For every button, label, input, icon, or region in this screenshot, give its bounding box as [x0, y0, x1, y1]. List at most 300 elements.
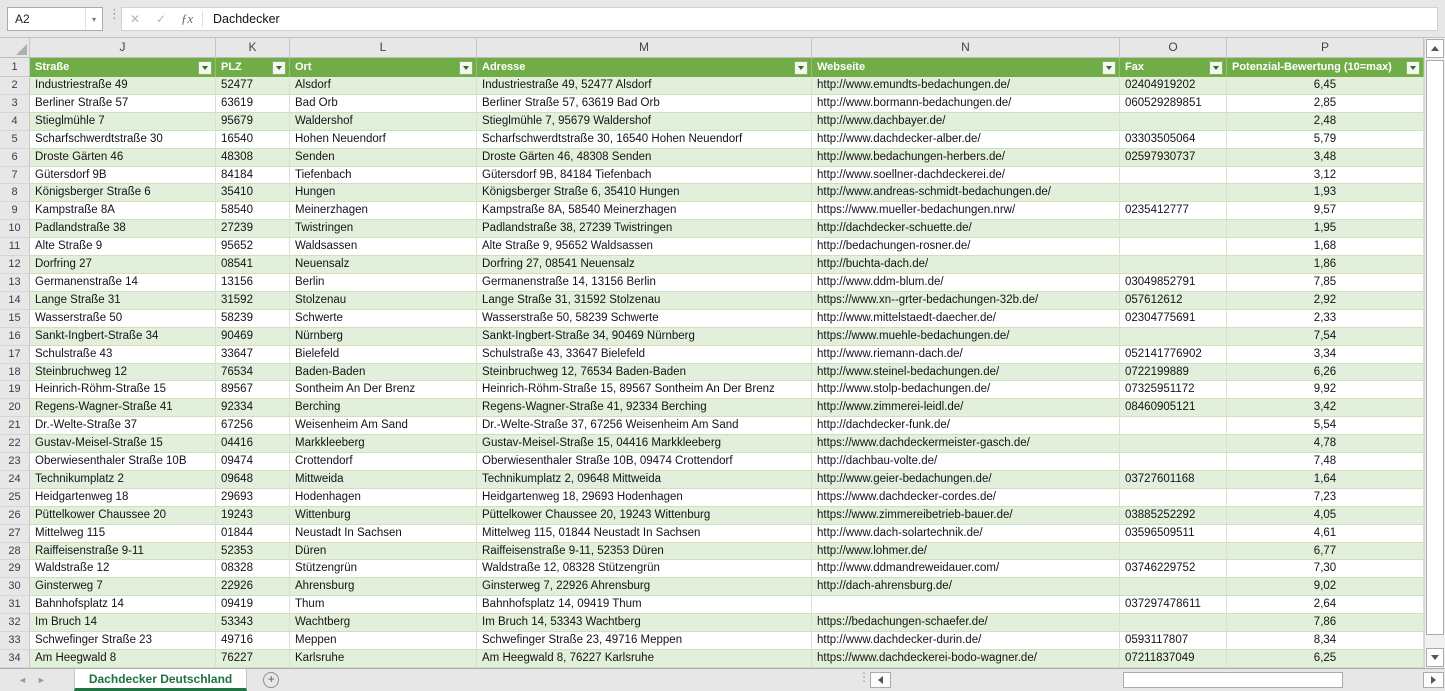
cell-adresse[interactable]: Sankt-Ingbert-Straße 34, 90469 Nürnberg — [477, 328, 812, 346]
cell-webseite[interactable]: http://www.dachdecker-alber.de/ — [812, 131, 1120, 149]
cell-potenzial[interactable]: 7,85 — [1227, 274, 1424, 292]
row-number[interactable]: 28 — [0, 543, 30, 561]
cell-ort[interactable]: Hungen — [290, 184, 477, 202]
cell-fax[interactable]: 03049852791 — [1120, 274, 1227, 292]
cell-webseite[interactable]: https://www.dachdeckermeister-gasch.de/ — [812, 435, 1120, 453]
cell-plz[interactable]: 01844 — [216, 525, 290, 543]
name-box[interactable] — [7, 7, 103, 31]
cell-strasse[interactable]: Lange Straße 31 — [30, 292, 216, 310]
cell-adresse[interactable]: Wasserstraße 50, 58239 Schwerte — [477, 310, 812, 328]
cell-potenzial[interactable]: 1,68 — [1227, 238, 1424, 256]
header-cell-potenzial[interactable] — [1227, 58, 1424, 77]
cell-plz[interactable]: 48308 — [216, 149, 290, 167]
row-number[interactable]: 14 — [0, 292, 30, 310]
cell-potenzial[interactable]: 3,34 — [1227, 346, 1424, 364]
filter-dropdown-icon[interactable] — [1406, 61, 1420, 75]
cell-ort[interactable]: Meppen — [290, 632, 477, 650]
cell-webseite[interactable]: https://www.xn--grter-bedachungen-32b.de/ — [812, 292, 1120, 310]
cell-ort[interactable]: Thum — [290, 596, 477, 614]
column-header-N[interactable]: N — [812, 38, 1120, 57]
cell-webseite[interactable]: http://www.stolp-bedachungen.de/ — [812, 381, 1120, 399]
cell-plz[interactable]: 76227 — [216, 650, 290, 668]
row-number[interactable]: 33 — [0, 632, 30, 650]
cell-plz[interactable]: 53343 — [216, 614, 290, 632]
row-number[interactable]: 17 — [0, 346, 30, 364]
cell-webseite[interactable]: http://www.ddm-blum.de/ — [812, 274, 1120, 292]
cell-plz[interactable]: 76534 — [216, 364, 290, 382]
row-number[interactable]: 8 — [0, 184, 30, 202]
cell-potenzial[interactable]: 6,45 — [1227, 77, 1424, 95]
cell-adresse[interactable]: Industriestraße 49, 52477 Alsdorf — [477, 77, 812, 95]
cell-strasse[interactable]: Berliner Straße 57 — [30, 95, 216, 113]
cell-webseite[interactable]: https://www.dachdecker-cordes.de/ — [812, 489, 1120, 507]
cell-strasse[interactable]: Im Bruch 14 — [30, 614, 216, 632]
cell-strasse[interactable]: Gustav-Meisel-Straße 15 — [30, 435, 216, 453]
cell-adresse[interactable]: Oberwiesenthaler Straße 10B, 09474 Crottendorf — [477, 453, 812, 471]
cell-fax[interactable] — [1120, 167, 1227, 185]
cell-plz[interactable]: 19243 — [216, 507, 290, 525]
filter-dropdown-icon[interactable] — [459, 61, 473, 75]
cell-plz[interactable]: 09419 — [216, 596, 290, 614]
cell-adresse[interactable]: Waldstraße 12, 08328 Stützengrün — [477, 560, 812, 578]
cell-strasse[interactable]: Bahnhofsplatz 14 — [30, 596, 216, 614]
cancel-icon[interactable]: ✕ — [129, 12, 141, 26]
cell-plz[interactable]: 22926 — [216, 578, 290, 596]
scroll-down-button[interactable] — [1426, 648, 1444, 667]
cell-fax[interactable] — [1120, 489, 1227, 507]
cell-ort[interactable]: Weisenheim Am Sand — [290, 417, 477, 435]
cell-potenzial[interactable]: 9,02 — [1227, 578, 1424, 596]
cell-potenzial[interactable]: 2,92 — [1227, 292, 1424, 310]
select-all-button[interactable] — [0, 38, 30, 57]
cell-potenzial[interactable]: 5,79 — [1227, 131, 1424, 149]
row-number[interactable]: 23 — [0, 453, 30, 471]
cell-webseite[interactable]: http://www.steinel-bedachungen.de/ — [812, 364, 1120, 382]
cell-webseite[interactable]: http://www.bormann-bedachungen.de/ — [812, 95, 1120, 113]
cell-potenzial[interactable]: 5,54 — [1227, 417, 1424, 435]
cell-strasse[interactable]: Püttelkower Chaussee 20 — [30, 507, 216, 525]
cell-fax[interactable]: 07211837049 — [1120, 650, 1227, 668]
cell-fax[interactable] — [1120, 453, 1227, 471]
cell-ort[interactable]: Alsdorf — [290, 77, 477, 95]
header-cell-plz[interactable] — [216, 58, 290, 77]
cell-webseite[interactable]: https://www.zimmereibetrieb-bauer.de/ — [812, 507, 1120, 525]
cell-adresse[interactable]: Stieglmühle 7, 95679 Waldershof — [477, 113, 812, 131]
cell-adresse[interactable]: Ginsterweg 7, 22926 Ahrensburg — [477, 578, 812, 596]
cell-ort[interactable]: Stolzenau — [290, 292, 477, 310]
cell-ort[interactable]: Nürnberg — [290, 328, 477, 346]
cell-plz[interactable]: 33647 — [216, 346, 290, 364]
cell-strasse[interactable]: Steinbruchweg 12 — [30, 364, 216, 382]
cell-strasse[interactable]: Schulstraße 43 — [30, 346, 216, 364]
cell-ort[interactable]: Bielefeld — [290, 346, 477, 364]
cell-potenzial[interactable]: 3,12 — [1227, 167, 1424, 185]
cell-plz[interactable]: 58540 — [216, 202, 290, 220]
cell-plz[interactable]: 58239 — [216, 310, 290, 328]
cell-plz[interactable]: 27239 — [216, 220, 290, 238]
cell-potenzial[interactable]: 2,33 — [1227, 310, 1424, 328]
header-cell-adresse[interactable] — [477, 58, 812, 77]
row-number[interactable]: 15 — [0, 310, 30, 328]
cell-webseite[interactable]: http://dachdecker-schuette.de/ — [812, 220, 1120, 238]
cell-adresse[interactable]: Am Heegwald 8, 76227 Karlsruhe — [477, 650, 812, 668]
cell-strasse[interactable]: Dr.-Welte-Straße 37 — [30, 417, 216, 435]
cell-fax[interactable]: 060529289851 — [1120, 95, 1227, 113]
cell-strasse[interactable]: Am Heegwald 8 — [30, 650, 216, 668]
cell-fax[interactable] — [1120, 238, 1227, 256]
cell-adresse[interactable]: Droste Gärten 46, 48308 Senden — [477, 149, 812, 167]
header-cell-strasse[interactable] — [30, 58, 216, 77]
cell-fax[interactable]: 0593117807 — [1120, 632, 1227, 650]
name-box-dropdown-icon[interactable]: ▾ — [85, 8, 102, 30]
cell-ort[interactable]: Schwerte — [290, 310, 477, 328]
cell-plz[interactable]: 08328 — [216, 560, 290, 578]
cell-potenzial[interactable]: 7,30 — [1227, 560, 1424, 578]
tab-dachdecker-deutschland[interactable]: Dachdecker Deutschland — [74, 669, 247, 691]
filter-dropdown-icon[interactable] — [272, 61, 286, 75]
cell-strasse[interactable]: Dorfring 27 — [30, 256, 216, 274]
cell-fax[interactable]: 03885252292 — [1120, 507, 1227, 525]
cell-plz[interactable]: 04416 — [216, 435, 290, 453]
cell-ort[interactable]: Waldsassen — [290, 238, 477, 256]
row-number[interactable]: 27 — [0, 525, 30, 543]
enter-icon[interactable]: ✓ — [155, 12, 167, 26]
cell-ort[interactable]: Berlin — [290, 274, 477, 292]
filter-dropdown-icon[interactable] — [1209, 61, 1223, 75]
cell-potenzial[interactable]: 9,57 — [1227, 202, 1424, 220]
cell-strasse[interactable]: Technikumplatz 2 — [30, 471, 216, 489]
insert-function-icon[interactable]: ƒx — [180, 11, 194, 26]
cell-adresse[interactable]: Heinrich-Röhm-Straße 15, 89567 Sontheim An Der Brenz — [477, 381, 812, 399]
cell-plz[interactable]: 29693 — [216, 489, 290, 507]
tab-bar-splitter-icon[interactable]: ⋮ — [858, 670, 870, 684]
cell-strasse[interactable]: Königsberger Straße 6 — [30, 184, 216, 202]
cell-ort[interactable]: Ahrensburg — [290, 578, 477, 596]
cell-plz[interactable]: 52353 — [216, 543, 290, 561]
cell-fax[interactable] — [1120, 614, 1227, 632]
cell-plz[interactable]: 89567 — [216, 381, 290, 399]
cell-webseite[interactable]: http://www.riemann-dach.de/ — [812, 346, 1120, 364]
cell-fax[interactable]: 0235412777 — [1120, 202, 1227, 220]
cell-plz[interactable]: 95652 — [216, 238, 290, 256]
cell-adresse[interactable]: Bahnhofsplatz 14, 09419 Thum — [477, 596, 812, 614]
cell-adresse[interactable]: Regens-Wagner-Straße 41, 92334 Berching — [477, 399, 812, 417]
scroll-up-button[interactable] — [1426, 39, 1444, 58]
cell-potenzial[interactable]: 6,26 — [1227, 364, 1424, 382]
scroll-left-button[interactable] — [870, 672, 891, 688]
cell-webseite[interactable]: http://buchta-dach.de/ — [812, 256, 1120, 274]
cell-plz[interactable]: 09648 — [216, 471, 290, 489]
cell-ort[interactable]: Neustadt In Sachsen — [290, 525, 477, 543]
cell-adresse[interactable]: Gütersdorf 9B, 84184 Tiefenbach — [477, 167, 812, 185]
cell-adresse[interactable]: Kampstraße 8A, 58540 Meinerzhagen — [477, 202, 812, 220]
filter-dropdown-icon[interactable] — [1102, 61, 1116, 75]
cell-plz[interactable]: 49716 — [216, 632, 290, 650]
row-number[interactable]: 5 — [0, 131, 30, 149]
cell-adresse[interactable]: Raiffeisenstraße 9-11, 52353 Düren — [477, 543, 812, 561]
cell-webseite[interactable]: http://www.zimmerei-leidl.de/ — [812, 399, 1120, 417]
cell-ort[interactable]: Berching — [290, 399, 477, 417]
cell-ort[interactable]: Sontheim An Der Brenz — [290, 381, 477, 399]
row-number[interactable]: 29 — [0, 560, 30, 578]
cell-fax[interactable] — [1120, 543, 1227, 561]
cell-webseite[interactable]: http://dachdecker-funk.de/ — [812, 417, 1120, 435]
cell-strasse[interactable]: Heidgartenweg 18 — [30, 489, 216, 507]
cell-strasse[interactable]: Gütersdorf 9B — [30, 167, 216, 185]
add-sheet-button[interactable]: + — [263, 672, 279, 688]
cell-adresse[interactable]: Im Bruch 14, 53343 Wachtberg — [477, 614, 812, 632]
cell-plz[interactable]: 35410 — [216, 184, 290, 202]
row-number[interactable]: 31 — [0, 596, 30, 614]
cell-webseite[interactable]: https://www.muehle-bedachungen.de/ — [812, 328, 1120, 346]
cell-adresse[interactable]: Dorfring 27, 08541 Neuensalz — [477, 256, 812, 274]
cell-fax[interactable]: 03596509511 — [1120, 525, 1227, 543]
row-number[interactable]: 32 — [0, 614, 30, 632]
cell-adresse[interactable]: Berliner Straße 57, 63619 Bad Orb — [477, 95, 812, 113]
cell-webseite[interactable] — [812, 596, 1120, 614]
row-number[interactable]: 19 — [0, 381, 30, 399]
cell-strasse[interactable]: Padlandstraße 38 — [30, 220, 216, 238]
cell-fax[interactable]: 057612612 — [1120, 292, 1227, 310]
cell-ort[interactable]: Wachtberg — [290, 614, 477, 632]
cell-webseite[interactable]: http://www.dachbayer.de/ — [812, 113, 1120, 131]
cell-potenzial[interactable]: 3,42 — [1227, 399, 1424, 417]
vertical-scrollbar-thumb[interactable] — [1426, 60, 1444, 635]
cell-strasse[interactable]: Raiffeisenstraße 9-11 — [30, 543, 216, 561]
row-number[interactable]: 13 — [0, 274, 30, 292]
cell-webseite[interactable]: http://www.andreas-schmidt-bedachungen.de/ — [812, 184, 1120, 202]
cell-webseite[interactable]: http://www.geier-bedachungen.de/ — [812, 471, 1120, 489]
row-number[interactable]: 1 — [0, 58, 30, 77]
cell-webseite[interactable]: http://www.soellner-dachdeckerei.de/ — [812, 167, 1120, 185]
cell-ort[interactable]: Wittenburg — [290, 507, 477, 525]
cell-fax[interactable]: 02304775691 — [1120, 310, 1227, 328]
cell-strasse[interactable]: Heinrich-Röhm-Straße 15 — [30, 381, 216, 399]
horizontal-scrollbar[interactable] — [870, 671, 1445, 689]
cell-plz[interactable]: 13156 — [216, 274, 290, 292]
cell-fax[interactable]: 0722199889 — [1120, 364, 1227, 382]
cell-adresse[interactable]: Püttelkower Chaussee 20, 19243 Wittenburg — [477, 507, 812, 525]
cell-potenzial[interactable]: 7,54 — [1227, 328, 1424, 346]
cell-strasse[interactable]: Kampstraße 8A — [30, 202, 216, 220]
cell-potenzial[interactable]: 7,86 — [1227, 614, 1424, 632]
cell-potenzial[interactable]: 3,48 — [1227, 149, 1424, 167]
cell-fax[interactable]: 052141776902 — [1120, 346, 1227, 364]
cell-webseite[interactable]: https://www.mueller-bedachungen.nrw/ — [812, 202, 1120, 220]
cell-fax[interactable] — [1120, 220, 1227, 238]
cell-potenzial[interactable]: 4,61 — [1227, 525, 1424, 543]
filter-dropdown-icon[interactable] — [198, 61, 212, 75]
cell-adresse[interactable]: Steinbruchweg 12, 76534 Baden-Baden — [477, 364, 812, 382]
cell-adresse[interactable]: Schulstraße 43, 33647 Bielefeld — [477, 346, 812, 364]
cell-ort[interactable]: Karlsruhe — [290, 650, 477, 668]
cell-adresse[interactable]: Heidgartenweg 18, 29693 Hodenhagen — [477, 489, 812, 507]
cell-strasse[interactable]: Schwefinger Straße 23 — [30, 632, 216, 650]
cell-ort[interactable]: Twistringen — [290, 220, 477, 238]
cell-plz[interactable]: 84184 — [216, 167, 290, 185]
cell-strasse[interactable]: Alte Straße 9 — [30, 238, 216, 256]
cell-adresse[interactable]: Schwefinger Straße 23, 49716 Meppen — [477, 632, 812, 650]
cell-fax[interactable]: 02404919202 — [1120, 77, 1227, 95]
cell-strasse[interactable]: Scharfschwerdtstraße 30 — [30, 131, 216, 149]
row-number[interactable]: 22 — [0, 435, 30, 453]
cell-potenzial[interactable]: 1,93 — [1227, 184, 1424, 202]
cell-potenzial[interactable]: 6,77 — [1227, 543, 1424, 561]
formula-bar-splitter-icon[interactable]: ⋮ — [108, 6, 121, 21]
row-number[interactable]: 4 — [0, 113, 30, 131]
row-number[interactable]: 16 — [0, 328, 30, 346]
horizontal-scrollbar-thumb[interactable] — [1123, 672, 1343, 688]
cell-strasse[interactable]: Sankt-Ingbert-Straße 34 — [30, 328, 216, 346]
cell-fax[interactable]: 08460905121 — [1120, 399, 1227, 417]
row-number[interactable]: 26 — [0, 507, 30, 525]
cell-fax[interactable] — [1120, 435, 1227, 453]
cell-potenzial[interactable]: 1,64 — [1227, 471, 1424, 489]
row-number[interactable]: 10 — [0, 220, 30, 238]
column-header-J[interactable]: J — [30, 38, 216, 57]
cell-plz[interactable]: 92334 — [216, 399, 290, 417]
cell-ort[interactable]: Hodenhagen — [290, 489, 477, 507]
sheet-nav-left-icon[interactable]: ◄ — [18, 675, 27, 685]
cell-webseite[interactable]: http://www.dach-solartechnik.de/ — [812, 525, 1120, 543]
cell-plz[interactable]: 31592 — [216, 292, 290, 310]
row-number[interactable]: 9 — [0, 202, 30, 220]
cell-strasse[interactable]: Oberwiesenthaler Straße 10B — [30, 453, 216, 471]
cell-ort[interactable]: Baden-Baden — [290, 364, 477, 382]
cell-ort[interactable]: Waldershof — [290, 113, 477, 131]
cell-plz[interactable]: 95679 — [216, 113, 290, 131]
formula-input[interactable]: Dachdecker — [213, 12, 280, 26]
cell-strasse[interactable]: Stieglmühle 7 — [30, 113, 216, 131]
cell-plz[interactable]: 90469 — [216, 328, 290, 346]
row-number[interactable]: 3 — [0, 95, 30, 113]
cell-ort[interactable]: Düren — [290, 543, 477, 561]
column-header-L[interactable]: L — [290, 38, 477, 57]
cell-adresse[interactable]: Lange Straße 31, 31592 Stolzenau — [477, 292, 812, 310]
cell-adresse[interactable]: Mittelweg 115, 01844 Neustadt In Sachsen — [477, 525, 812, 543]
column-header-M[interactable]: M — [477, 38, 812, 57]
cell-fax[interactable] — [1120, 578, 1227, 596]
row-number[interactable]: 18 — [0, 364, 30, 382]
cell-potenzial[interactable]: 4,78 — [1227, 435, 1424, 453]
cell-fax[interactable]: 03303505064 — [1120, 131, 1227, 149]
cell-strasse[interactable]: Waldstraße 12 — [30, 560, 216, 578]
cell-webseite[interactable]: http://www.dachdecker-durin.de/ — [812, 632, 1120, 650]
cell-potenzial[interactable]: 7,48 — [1227, 453, 1424, 471]
cell-potenzial[interactable]: 7,23 — [1227, 489, 1424, 507]
cell-ort[interactable]: Stützengrün — [290, 560, 477, 578]
cell-strasse[interactable]: Wasserstraße 50 — [30, 310, 216, 328]
cell-fax[interactable]: 03746229752 — [1120, 560, 1227, 578]
cell-webseite[interactable]: http://www.ddmandreweidauer.com/ — [812, 560, 1120, 578]
cell-potenzial[interactable]: 6,25 — [1227, 650, 1424, 668]
row-number[interactable]: 7 — [0, 167, 30, 185]
cell-webseite[interactable]: https://bedachungen-schaefer.de/ — [812, 614, 1120, 632]
cell-fax[interactable] — [1120, 417, 1227, 435]
cell-fax[interactable]: 02597930737 — [1120, 149, 1227, 167]
cell-ort[interactable]: Markkleeberg — [290, 435, 477, 453]
cell-potenzial[interactable]: 9,92 — [1227, 381, 1424, 399]
cell-fax[interactable] — [1120, 113, 1227, 131]
cell-potenzial[interactable]: 8,34 — [1227, 632, 1424, 650]
cell-webseite[interactable]: http://www.lohmer.de/ — [812, 543, 1120, 561]
column-header-K[interactable]: K — [216, 38, 290, 57]
cell-adresse[interactable]: Padlandstraße 38, 27239 Twistringen — [477, 220, 812, 238]
cell-ort[interactable]: Senden — [290, 149, 477, 167]
cell-ort[interactable]: Mittweida — [290, 471, 477, 489]
cell-potenzial[interactable]: 2,85 — [1227, 95, 1424, 113]
cell-adresse[interactable]: Scharfschwerdtstraße 30, 16540 Hohen Neuendorf — [477, 131, 812, 149]
cell-potenzial[interactable]: 2,64 — [1227, 596, 1424, 614]
cell-plz[interactable]: 52477 — [216, 77, 290, 95]
sheet-nav-right-icon[interactable]: ► — [36, 675, 46, 685]
cell-potenzial[interactable]: 2,48 — [1227, 113, 1424, 131]
cell-strasse[interactable]: Droste Gärten 46 — [30, 149, 216, 167]
cell-webseite[interactable]: http://www.mittelstaedt-daecher.de/ — [812, 310, 1120, 328]
cell-potenzial[interactable]: 1,86 — [1227, 256, 1424, 274]
row-number[interactable]: 12 — [0, 256, 30, 274]
cell-strasse[interactable]: Germanenstraße 14 — [30, 274, 216, 292]
cell-webseite[interactable]: https://www.dachdeckerei-bodo-wagner.de/ — [812, 650, 1120, 668]
cell-ort[interactable]: Meinerzhagen — [290, 202, 477, 220]
filter-dropdown-icon[interactable] — [794, 61, 808, 75]
cell-ort[interactable]: Crottendorf — [290, 453, 477, 471]
cell-potenzial[interactable]: 1,95 — [1227, 220, 1424, 238]
cell-webseite[interactable]: http://www.bedachungen-herbers.de/ — [812, 149, 1120, 167]
cell-plz[interactable]: 16540 — [216, 131, 290, 149]
scroll-right-button[interactable] — [1423, 672, 1444, 688]
row-number[interactable]: 21 — [0, 417, 30, 435]
cell-plz[interactable]: 08541 — [216, 256, 290, 274]
cell-webseite[interactable]: http://dachbau-volte.de/ — [812, 453, 1120, 471]
cell-adresse[interactable]: Alte Straße 9, 95652 Waldsassen — [477, 238, 812, 256]
row-number[interactable]: 6 — [0, 149, 30, 167]
cell-plz[interactable]: 67256 — [216, 417, 290, 435]
cell-fax[interactable] — [1120, 328, 1227, 346]
cell-webseite[interactable]: http://www.emundts-bedachungen.de/ — [812, 77, 1120, 95]
row-number[interactable]: 25 — [0, 489, 30, 507]
cell-fax[interactable]: 037297478611 — [1120, 596, 1227, 614]
cell-fax[interactable] — [1120, 256, 1227, 274]
header-cell-ort[interactable] — [290, 58, 477, 77]
row-number[interactable]: 24 — [0, 471, 30, 489]
row-number[interactable]: 30 — [0, 578, 30, 596]
cell-strasse[interactable]: Industriestraße 49 — [30, 77, 216, 95]
column-header-O[interactable]: O — [1120, 38, 1227, 57]
cell-ort[interactable]: Tiefenbach — [290, 167, 477, 185]
cell-adresse[interactable]: Dr.-Welte-Straße 37, 67256 Weisenheim Am Sand — [477, 417, 812, 435]
cell-webseite[interactable]: http://bedachungen-rosner.de/ — [812, 238, 1120, 256]
cell-fax[interactable] — [1120, 184, 1227, 202]
header-cell-webseite[interactable] — [812, 58, 1120, 77]
row-number[interactable]: 34 — [0, 650, 30, 668]
cell-strasse[interactable]: Ginsterweg 7 — [30, 578, 216, 596]
cell-adresse[interactable]: Gustav-Meisel-Straße 15, 04416 Markkleeberg — [477, 435, 812, 453]
cell-adresse[interactable]: Germanenstraße 14, 13156 Berlin — [477, 274, 812, 292]
cell-ort[interactable]: Neuensalz — [290, 256, 477, 274]
cell-potenzial[interactable]: 4,05 — [1227, 507, 1424, 525]
column-header-P[interactable]: P — [1227, 38, 1424, 57]
cell-adresse[interactable]: Technikumplatz 2, 09648 Mittweida — [477, 471, 812, 489]
header-cell-fax[interactable] — [1120, 58, 1227, 77]
cell-ort[interactable]: Hohen Neuendorf — [290, 131, 477, 149]
cell-strasse[interactable]: Mittelweg 115 — [30, 525, 216, 543]
cell-webseite[interactable]: http://dach-ahrensburg.de/ — [812, 578, 1120, 596]
cell-strasse[interactable]: Regens-Wagner-Straße 41 — [30, 399, 216, 417]
cell-plz[interactable]: 09474 — [216, 453, 290, 471]
row-number[interactable]: 20 — [0, 399, 30, 417]
cell-ort[interactable]: Bad Orb — [290, 95, 477, 113]
